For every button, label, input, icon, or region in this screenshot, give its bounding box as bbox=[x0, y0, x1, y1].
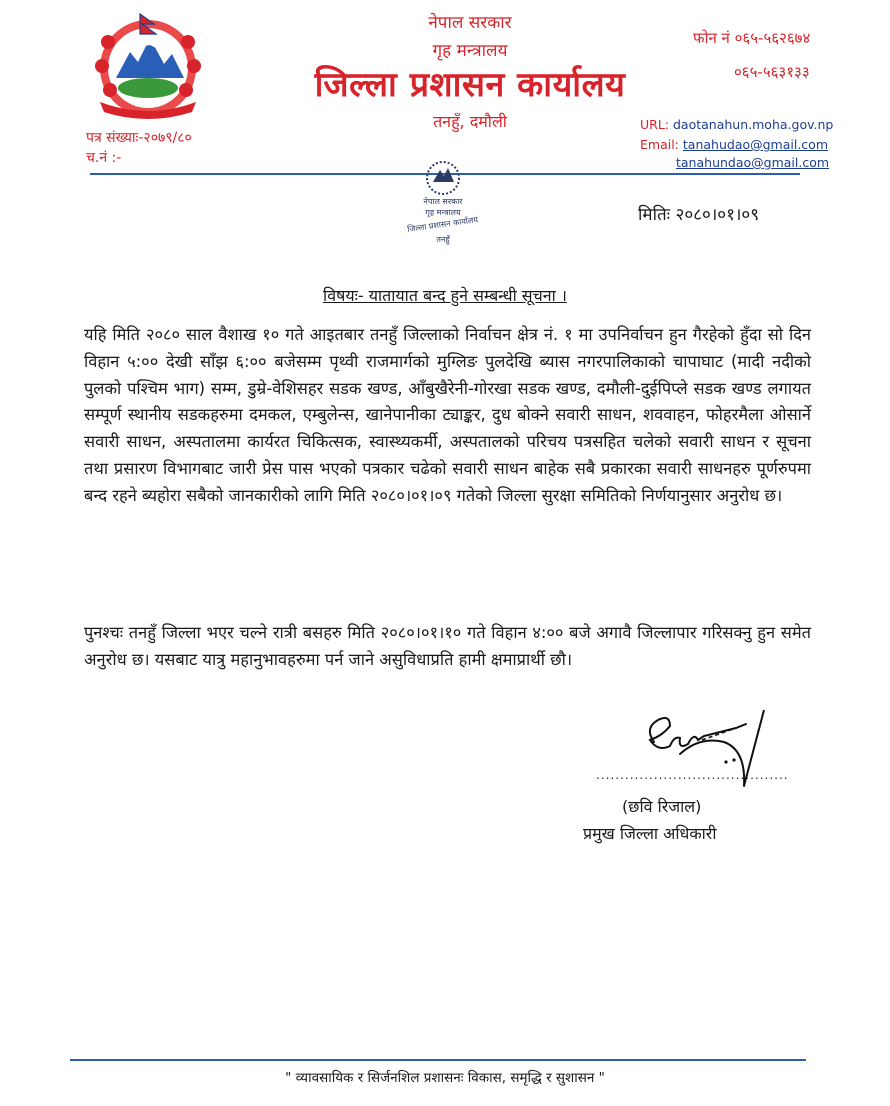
url-label: URL: bbox=[640, 117, 670, 132]
reference-number: पत्र संख्याः-२०७९/८० bbox=[86, 130, 192, 146]
phone-number-1: फोन नं ०६५-५६२६७४ bbox=[693, 29, 811, 47]
stamp-line-3: जिल्ला प्रशासन कार्यालय bbox=[406, 215, 479, 234]
email-link-2[interactable]: tanahundao@gmail.com bbox=[676, 155, 830, 170]
stamp-line-4: तनहुँ bbox=[436, 235, 450, 244]
stamp-seal-icon bbox=[388, 150, 498, 252]
letter-postscript: पुनश्चः तनहुँ जिल्ला भएर चल्ने रात्री बसहरु मिति २०८०।०१।१० गते विहान ४:०० बजे अगावै जिल्लापार गरिसक्नु हुन समेत अनुरोध छ। यसबाट यात्रु महानुभावहरुमा पर्न जाने असुविधाप्रति हामी क्षमाप्रार्थी छौ। bbox=[84, 623, 811, 669]
signer-name: (छवि रिजाल) bbox=[622, 797, 702, 816]
website-link[interactable]: daotanahun.moha.gov.np bbox=[673, 117, 834, 132]
email-label: Email: bbox=[640, 137, 679, 152]
nepal-emblem-logo bbox=[78, 8, 218, 120]
signer-title: प्रमुख जिल्ला अधिकारी bbox=[583, 824, 717, 843]
phone-number-2: ०६५-५६३१३३ bbox=[734, 63, 810, 81]
footer-motto: " व्यावसायिक र सिर्जनशिल प्रशासनः विकास, समृद्धि र सुशासन " bbox=[285, 1070, 605, 1086]
url-row bbox=[640, 117, 833, 132]
stamp-line-1: नेपाल सरकार bbox=[423, 197, 463, 206]
government-name: नेपाल सरकार bbox=[428, 13, 512, 33]
ministry-name: गृह मन्त्रालय bbox=[432, 41, 508, 61]
letter-body: यहि मिति २०८० साल वैशाख १० गते आइतबार तनहुँ जिल्लाको निर्वाचन क्षेत्र नं. १ मा उपनिर्वाचन हुन गैरहेको हुँदा सो दिन विहान ५:०० देखी साँझ ६:०० बजेसम्म पृथ्वी राजमार्गको मुग्लिङ पुलदेखि ब्यास नगरपालिकाको चापाघाट (मादी नदीको पुलको पश्चिम भाग) सम्म, डुम्रे-वेशिसहर सडक खण्ड, आँबुखैरेनी-गोरखा सडक खण्ड, दमौली-दुईपिप्ले सडक खण्ड लगायत सम्पूर्ण स्थानीय सडकहरुमा दमकल, एम्बुलेन्स, खानेपानीका ट्याङ्कर, दुध बोक्ने सवारी साधन, शववाहन, फोहरमैला ओसार्ने सवारी साधन, अस्पतालमा कार्यरत चिकित्सक, स्वास्थ्यकर्मी, अस्पतालको परिचय पत्रसहित चलेको सवारी साधन र सूचना तथा प्रसारण विभागबाट जारी प्रेस पास भएको पत्रकार चढेको सवारी साधन बाहेक सबै प्रकारका सवारी साधनहरु पूर्णरुपमा बन्द रहने ब्यहोरा सबैको जानकारीको लागि मिति २०८०।०१।०९ गतेको जिल्ला सुरक्षा समितिको निर्णयानुसार अनुरोध छ। bbox=[84, 325, 811, 505]
subject-text: विषयः- यातायात बन्द हुने सम्बन्धी सूचना । bbox=[323, 286, 567, 305]
email-link-1[interactable]: tanahudao@gmail.com bbox=[682, 137, 829, 152]
letter-date: मितिः २०८०।०१।०९ bbox=[638, 205, 760, 225]
letter-subject bbox=[0, 284, 890, 306]
dispatch-number: च.नं :- bbox=[86, 150, 122, 166]
email-row bbox=[640, 137, 828, 152]
footer-divider bbox=[70, 1059, 806, 1061]
office-stamp bbox=[388, 150, 498, 252]
office-location: तनहुँ, दमौली bbox=[433, 112, 507, 131]
stamp-line-2: गृह मन्त्रालय bbox=[425, 208, 461, 217]
signature-line: ........................................ bbox=[596, 768, 789, 782]
office-title: जिल्ला प्रशासन कार्यालय bbox=[314, 65, 626, 105]
